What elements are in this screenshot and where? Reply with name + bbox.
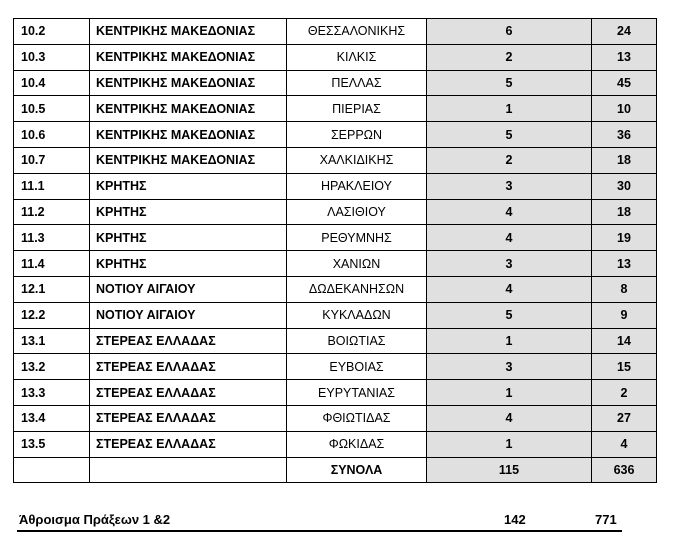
row-count-a: 1: [427, 96, 592, 122]
row-count-a: 3: [427, 354, 592, 380]
totals-value-b: 636: [592, 457, 657, 483]
row-count-a: 2: [427, 44, 592, 70]
row-code: 12.1: [14, 276, 90, 302]
row-prefecture: ΘΕΣΣΑΛΟΝΙΚΗΣ: [287, 19, 427, 45]
row-count-a: 5: [427, 122, 592, 148]
table-row: [14, 276, 657, 302]
totals-value-a: 115: [427, 457, 592, 483]
row-prefecture: ΡΕΘΥΜΝΗΣ: [287, 225, 427, 251]
row-prefecture: ΠΙΕΡΙΑΣ: [287, 96, 427, 122]
table-row: [14, 173, 657, 199]
row-count-a: 2: [427, 147, 592, 173]
totals-row: [14, 457, 657, 483]
row-prefecture: ΠΕΛΛΑΣ: [287, 70, 427, 96]
row-region: ΣΤΕΡΕΑΣ ΕΛΛΑΔΑΣ: [90, 431, 287, 457]
row-region: ΣΤΕΡΕΑΣ ΕΛΛΑΔΑΣ: [90, 405, 287, 431]
row-code: 11.2: [14, 199, 90, 225]
row-count-b: 8: [592, 276, 657, 302]
row-count-b: 18: [592, 147, 657, 173]
row-count-b: 13: [592, 44, 657, 70]
table-row: [14, 405, 657, 431]
summary-line: [17, 512, 622, 532]
row-code: 11.1: [14, 173, 90, 199]
row-prefecture: ΚΙΛΚΙΣ: [287, 44, 427, 70]
row-prefecture: ΧΑΝΙΩΝ: [287, 251, 427, 277]
row-count-a: 4: [427, 225, 592, 251]
row-prefecture: ΧΑΛΚΙΔΙΚΗΣ: [287, 147, 427, 173]
row-prefecture: ΕΥΡΥΤΑΝΙΑΣ: [287, 380, 427, 406]
row-region: ΝΟΤΙΟΥ ΑΙΓΑΙΟΥ: [90, 302, 287, 328]
row-count-b: 14: [592, 328, 657, 354]
row-code: 10.7: [14, 147, 90, 173]
table-row: [14, 44, 657, 70]
table-row: [14, 225, 657, 251]
row-code: 10.3: [14, 44, 90, 70]
row-count-a: 5: [427, 70, 592, 96]
row-region: ΚΕΝΤΡΙΚΗΣ ΜΑΚΕΔΟΝΙΑΣ: [90, 122, 287, 148]
row-prefecture: ΛΑΣΙΘΙΟΥ: [287, 199, 427, 225]
row-region: ΚΕΝΤΡΙΚΗΣ ΜΑΚΕΔΟΝΙΑΣ: [90, 44, 287, 70]
row-code: 13.2: [14, 354, 90, 380]
row-count-b: 9: [592, 302, 657, 328]
summary-value-actions: 142: [504, 512, 526, 527]
table-row: [14, 70, 657, 96]
row-count-a: 4: [427, 405, 592, 431]
row-count-b: 2: [592, 380, 657, 406]
row-count-a: 1: [427, 380, 592, 406]
table-row: [14, 354, 657, 380]
row-count-b: 30: [592, 173, 657, 199]
row-region: ΚΡΗΤΗΣ: [90, 225, 287, 251]
table-row: [14, 302, 657, 328]
row-region: ΚΡΗΤΗΣ: [90, 199, 287, 225]
row-code: 13.4: [14, 405, 90, 431]
table-row: [14, 380, 657, 406]
row-region: ΚΡΗΤΗΣ: [90, 173, 287, 199]
row-count-a: 6: [427, 19, 592, 45]
row-prefecture: ΕΥΒΟΙΑΣ: [287, 354, 427, 380]
row-code: 13.3: [14, 380, 90, 406]
row-prefecture: ΚΥΚΛΑΔΩΝ: [287, 302, 427, 328]
row-count-b: 4: [592, 431, 657, 457]
row-code: 10.6: [14, 122, 90, 148]
row-code: 10.4: [14, 70, 90, 96]
row-count-a: 4: [427, 276, 592, 302]
row-prefecture: ΦΩΚΙΔΑΣ: [287, 431, 427, 457]
row-count-b: 45: [592, 70, 657, 96]
row-code: 10.5: [14, 96, 90, 122]
table-row: [14, 328, 657, 354]
row-prefecture: ΗΡΑΚΛΕΙΟΥ: [287, 173, 427, 199]
row-count-b: 24: [592, 19, 657, 45]
row-code: 12.2: [14, 302, 90, 328]
row-region: ΚΕΝΤΡΙΚΗΣ ΜΑΚΕΔΟΝΙΑΣ: [90, 96, 287, 122]
table-row: [14, 199, 657, 225]
row-count-a: 5: [427, 302, 592, 328]
row-count-b: 27: [592, 405, 657, 431]
row-prefecture: ΣΕΡΡΩΝ: [287, 122, 427, 148]
row-region: ΣΤΕΡΕΑΣ ΕΛΛΑΔΑΣ: [90, 354, 287, 380]
table-row: [14, 19, 657, 45]
summary-label: Άθροισμα Πράξεων 1 &2: [19, 512, 171, 527]
row-code: 13.5: [14, 431, 90, 457]
row-region: ΚΕΝΤΡΙΚΗΣ ΜΑΚΕΔΟΝΙΑΣ: [90, 70, 287, 96]
row-count-b: 15: [592, 354, 657, 380]
row-code: 10.2: [14, 19, 90, 45]
row-count-a: 3: [427, 173, 592, 199]
totals-label: ΣΥΝΟΛΑ: [287, 457, 427, 483]
row-count-a: 4: [427, 199, 592, 225]
row-prefecture: ΔΩΔΕΚΑΝΗΣΩΝ: [287, 276, 427, 302]
data-table: [13, 18, 657, 483]
row-count-b: 13: [592, 251, 657, 277]
empty-cell: [14, 457, 90, 483]
row-count-b: 19: [592, 225, 657, 251]
row-region: ΝΟΤΙΟΥ ΑΙΓΑΙΟΥ: [90, 276, 287, 302]
row-count-a: 3: [427, 251, 592, 277]
row-prefecture: ΦΘΙΩΤΙΔΑΣ: [287, 405, 427, 431]
row-code: 13.1: [14, 328, 90, 354]
row-region: ΣΤΕΡΕΑΣ ΕΛΛΑΔΑΣ: [90, 380, 287, 406]
row-region: ΚΕΝΤΡΙΚΗΣ ΜΑΚΕΔΟΝΙΑΣ: [90, 147, 287, 173]
row-code: 11.3: [14, 225, 90, 251]
table-row: [14, 96, 657, 122]
row-region: ΚΡΗΤΗΣ: [90, 251, 287, 277]
row-count-b: 10: [592, 96, 657, 122]
table-row: [14, 251, 657, 277]
row-region: ΚΕΝΤΡΙΚΗΣ ΜΑΚΕΔΟΝΙΑΣ: [90, 19, 287, 45]
table-row: [14, 431, 657, 457]
table-row: [14, 122, 657, 148]
row-prefecture: ΒΟΙΩΤΙΑΣ: [287, 328, 427, 354]
row-count-b: 18: [592, 199, 657, 225]
row-code: 11.4: [14, 251, 90, 277]
row-count-a: 1: [427, 431, 592, 457]
row-count-b: 36: [592, 122, 657, 148]
table-row: [14, 147, 657, 173]
row-region: ΣΤΕΡΕΑΣ ΕΛΛΑΔΑΣ: [90, 328, 287, 354]
summary-value-total: 771: [595, 512, 617, 527]
empty-cell: [90, 457, 287, 483]
row-count-a: 1: [427, 328, 592, 354]
